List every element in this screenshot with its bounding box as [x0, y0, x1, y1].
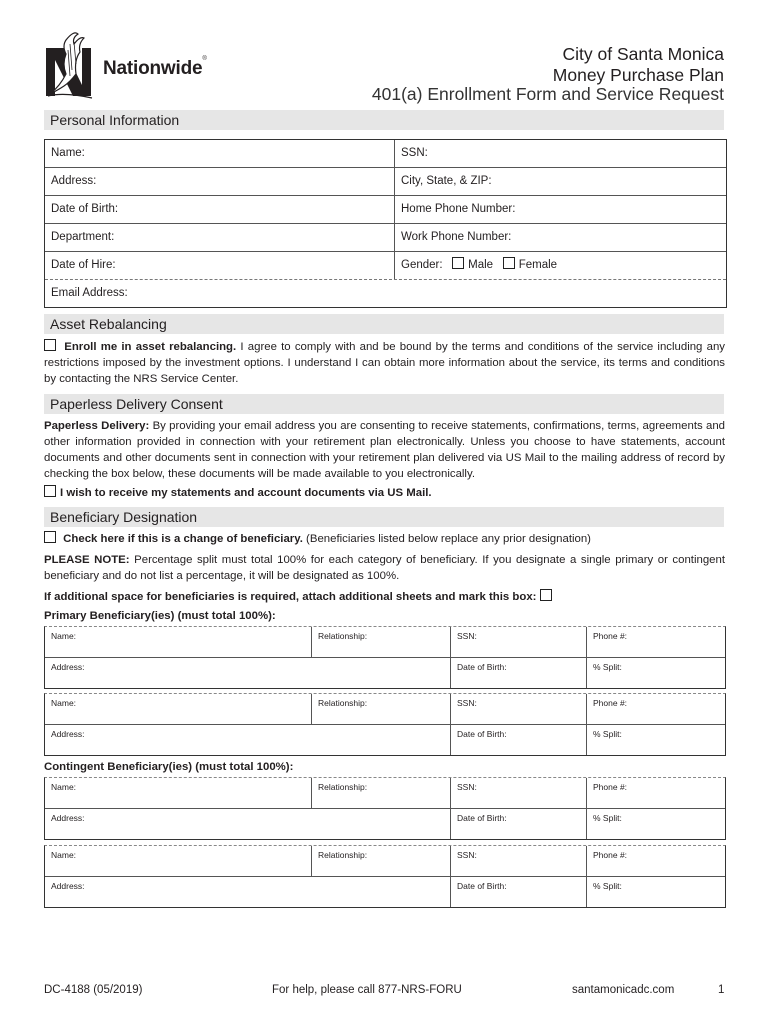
- form-title-line1: City of Santa Monica: [562, 44, 724, 64]
- primary-beneficiary-2: [44, 693, 726, 756]
- brand-name: Nationwide®: [103, 56, 207, 79]
- ssn-field[interactable]: SSN:: [401, 147, 428, 159]
- beneficiary-phone-field[interactable]: Phone #:: [593, 850, 628, 860]
- page-number: 1: [718, 984, 725, 996]
- city-state-zip-field[interactable]: City, State, & ZIP:: [401, 175, 492, 187]
- home-phone-field[interactable]: Home Phone Number:: [401, 203, 516, 215]
- beneficiary-name-field[interactable]: Name:: [45, 846, 312, 876]
- gender-male-checkbox[interactable]: [452, 257, 464, 269]
- asset-rebalancing-text: Enroll me in asset rebalancing. I agree to comply with and be bound by the terms and conditions of the service including any restrictions imposed by the investment options. I understand I can obtain more information about the service, its terms and conditions by contacting the NRS Service Center.: [44, 341, 725, 385]
- contingent-beneficiary-2: [44, 845, 726, 908]
- beneficiary-relationship-field[interactable]: Relationship:: [312, 846, 451, 876]
- beneficiary-address-field[interactable]: Address:: [45, 725, 451, 755]
- beneficiary-name-field[interactable]: Name:: [45, 694, 312, 724]
- beneficiary-phone-field[interactable]: Phone #:: [593, 782, 628, 792]
- beneficiary-relationship-field[interactable]: Relationship:: [312, 778, 451, 808]
- email-field[interactable]: Email Address:: [51, 287, 128, 299]
- form-title-line2: Money Purchase Plan: [552, 65, 724, 85]
- personal-info-heading: Personal Information: [44, 110, 724, 130]
- beneficiary-change-option: Check here if this is a change of beneficiary. (Beneficiaries listed below replace any prior designation): [44, 531, 725, 547]
- beneficiary-phone-field[interactable]: Phone #:: [593, 631, 628, 641]
- asset-rebalancing-checkbox[interactable]: [44, 339, 56, 351]
- beneficiary-relationship-field[interactable]: Relationship:: [312, 627, 451, 657]
- beneficiary-change-checkbox[interactable]: [44, 531, 56, 543]
- department-field[interactable]: Department:: [45, 224, 395, 251]
- gender-female-checkbox[interactable]: [503, 257, 515, 269]
- gender-female-label: Female: [518, 259, 558, 271]
- beneficiary-relationship-field[interactable]: Relationship:: [312, 694, 451, 724]
- asset-rebalancing-heading: Asset Rebalancing: [44, 314, 724, 334]
- beneficiary-name-field[interactable]: Name:: [45, 778, 312, 808]
- gender-label: Gender:: [401, 259, 443, 271]
- beneficiary-ssn-field[interactable]: SSN:: [451, 778, 587, 808]
- help-line: For help, please call 877-NRS-FORU: [272, 984, 462, 996]
- percentage-note: PLEASE NOTE: Percentage split must total 100% for each category of beneficiary. If you designate a single primary or contingent beneficiary and do not list a percentage, it will be designated as 100%.: [44, 554, 725, 582]
- form-title-line3: 401(a) Enrollment Form and Service Request: [371, 84, 724, 104]
- paperless-heading: Paperless Delivery Consent: [44, 394, 724, 414]
- beneficiary-dob-field[interactable]: Date of Birth:: [451, 809, 587, 839]
- date-of-hire-field[interactable]: Date of Hire:: [45, 252, 395, 279]
- personal-info-table: [44, 139, 727, 308]
- contingent-beneficiary-label: Contingent Beneficiary(ies) (must total 100%):: [44, 761, 294, 773]
- beneficiary-dob-field[interactable]: Date of Birth:: [451, 725, 587, 755]
- us-mail-option: I wish to receive my statements and account documents via US Mail.: [44, 485, 725, 501]
- name-field[interactable]: Name:: [45, 140, 395, 167]
- primary-beneficiary-1: [44, 626, 726, 689]
- beneficiary-split-field[interactable]: % Split:: [593, 881, 622, 891]
- beneficiary-ssn-field[interactable]: SSN:: [451, 694, 587, 724]
- beneficiary-split-field[interactable]: % Split:: [593, 729, 622, 739]
- primary-beneficiary-label: Primary Beneficiary(ies) (must total 100%):: [44, 610, 276, 622]
- date-of-birth-field[interactable]: Date of Birth:: [45, 196, 395, 223]
- beneficiary-ssn-field[interactable]: SSN:: [451, 846, 587, 876]
- paperless-text: Paperless Delivery: By providing your email address you are consenting to receive statements, confirmations, terms, agreements and other information provided in connection with your retirement plan electronically. Unless you choose to have statements, account documents and other documents sent in connection with your retirement plan delivered via US Mail to the mailing address of record by checking the box below, these documents will be made available to you electronically.: [44, 420, 725, 480]
- website: santamonicadc.com: [572, 984, 675, 996]
- beneficiary-name-field[interactable]: Name:: [45, 627, 312, 657]
- gender-field: [395, 252, 726, 279]
- beneficiary-dob-field[interactable]: Date of Birth:: [451, 658, 587, 688]
- contingent-beneficiary-1: [44, 777, 726, 840]
- form-id: DC-4188 (05/2019): [44, 984, 143, 996]
- nationwide-eagle-logo: [44, 30, 96, 102]
- beneficiary-split-field[interactable]: % Split:: [593, 813, 622, 823]
- beneficiary-dob-field[interactable]: Date of Birth:: [451, 877, 587, 907]
- address-field[interactable]: Address:: [45, 168, 395, 195]
- additional-space-option: If additional space for beneficiaries is required, attach additional sheets and mark this box:: [44, 589, 725, 605]
- beneficiary-address-field[interactable]: Address:: [45, 658, 451, 688]
- beneficiary-address-field[interactable]: Address:: [45, 877, 451, 907]
- gender-male-label: Male: [468, 259, 494, 271]
- beneficiary-heading: Beneficiary Designation: [44, 507, 724, 527]
- additional-sheets-checkbox[interactable]: [540, 589, 552, 601]
- beneficiary-ssn-field[interactable]: SSN:: [451, 627, 587, 657]
- us-mail-checkbox[interactable]: [44, 485, 56, 497]
- beneficiary-address-field[interactable]: Address:: [45, 809, 451, 839]
- beneficiary-phone-field[interactable]: Phone #:: [593, 698, 628, 708]
- beneficiary-split-field[interactable]: % Split:: [593, 662, 622, 672]
- work-phone-field[interactable]: Work Phone Number:: [401, 231, 512, 243]
